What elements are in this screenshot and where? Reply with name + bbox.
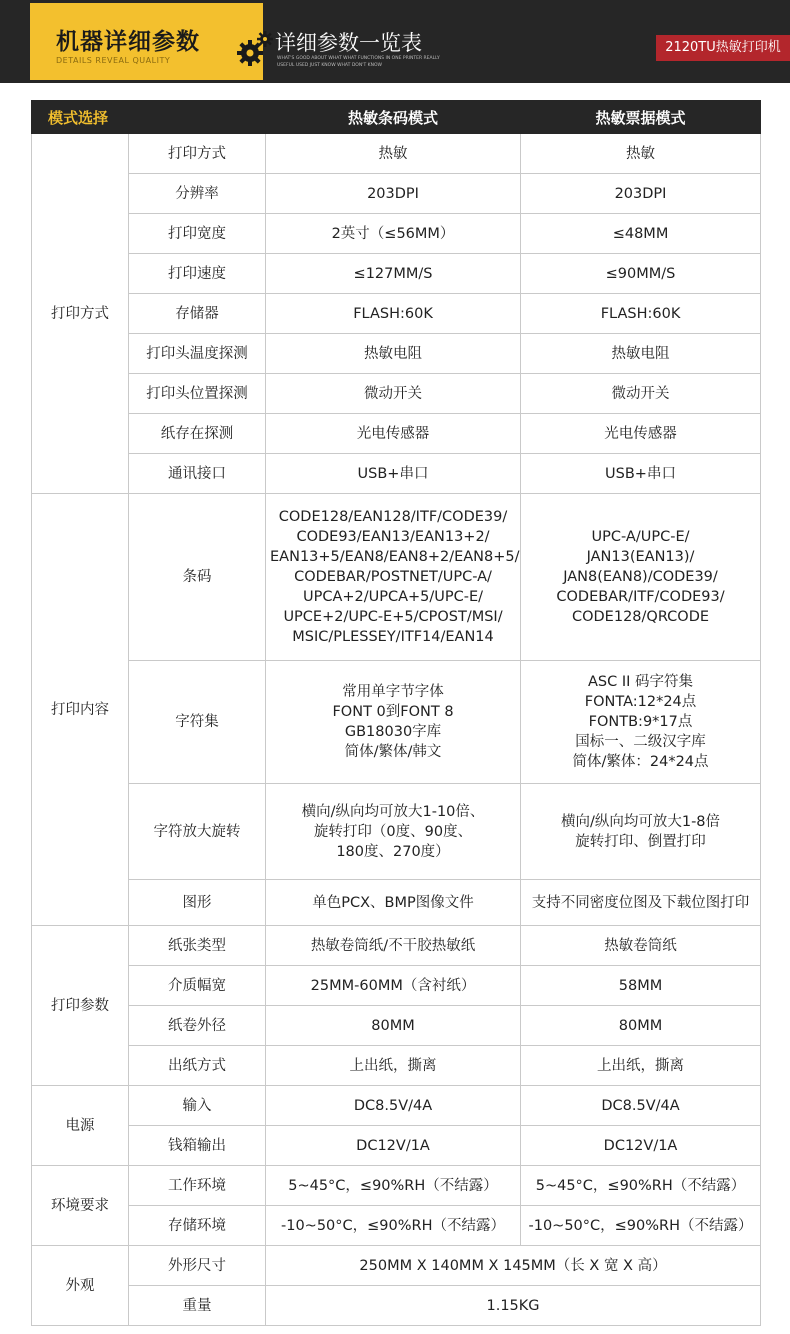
value-line: EAN13+5/EAN8/EAN8+2/EAN8+5/ <box>270 549 520 565</box>
section-subtitle: DETAILS REVEAL QUALITY <box>56 56 171 65</box>
receipt-value: 微动开关 <box>521 374 761 414</box>
row-label: 打印方式 <box>129 134 266 174</box>
table-row <box>32 294 761 334</box>
value-line: CODE128/QRCODE <box>571 609 710 625</box>
receipt-value: 支持不同密度位图及下载位图打印 <box>521 880 761 926</box>
value-line: 国标一、二级汉字库 <box>575 734 706 750</box>
row-label: 打印宽度 <box>129 214 266 254</box>
receipt-value: 203DPI <box>521 174 761 214</box>
row-label: 打印头温度探测 <box>129 334 266 374</box>
barcode-value: 微动开关 <box>266 374 521 414</box>
row-label: 存储环境 <box>129 1206 266 1246</box>
barcode-value: 80MM <box>266 1006 521 1046</box>
barcode-value: 热敏 <box>266 134 521 174</box>
table-row <box>32 1126 761 1166</box>
receipt-value <box>521 784 761 880</box>
table-row <box>32 784 761 880</box>
row-label: 条码 <box>129 494 266 661</box>
receipt-value <box>521 661 761 784</box>
category-print-content: 打印内容 <box>32 494 129 926</box>
row-label: 外形尺寸 <box>129 1246 266 1286</box>
receipt-value: 光电传感器 <box>521 414 761 454</box>
value-line: GB18030字库 <box>344 724 442 740</box>
receipt-value: USB+串口 <box>521 454 761 494</box>
table-row <box>32 1046 761 1086</box>
value-line: 旋转打印、倒置打印 <box>575 833 706 850</box>
value-line: UPCA+2/UPCA+5/UPC-E/ <box>302 589 484 605</box>
receipt-value: 热敏电阻 <box>521 334 761 374</box>
row-label: 打印速度 <box>129 254 266 294</box>
table-row <box>32 454 761 494</box>
table-row <box>32 254 761 294</box>
receipt-value: ≤90MM/S <box>521 254 761 294</box>
shared-value: 1.15KG <box>266 1286 761 1326</box>
receipt-value: -10~50°C，≤90%RH（不结露） <box>521 1206 761 1246</box>
category-power: 电源 <box>32 1086 129 1166</box>
barcode-value: DC12V/1A <box>266 1126 521 1166</box>
barcode-value: 2英寸（≤56MM） <box>266 214 521 254</box>
receipt-value: 80MM <box>521 1006 761 1046</box>
row-label: 重量 <box>129 1286 266 1326</box>
barcode-value: 热敏电阻 <box>266 334 521 374</box>
row-label: 字符集 <box>129 661 266 784</box>
value-line: 简体/繁体/韩文 <box>344 744 442 760</box>
value-line: 旋转打印（0度、90度、 <box>313 823 473 840</box>
row-label: 纸张类型 <box>129 926 266 966</box>
row-label: 存储器 <box>129 294 266 334</box>
value-line: UPC-A/UPC-E/ <box>591 529 690 545</box>
value-line: MSIC/PLESSEY/ITF14/EAN14 <box>292 629 494 645</box>
barcode-value: 热敏卷筒纸/不干胶热敏纸 <box>266 926 521 966</box>
value-line: FONTB:9*17点 <box>588 714 693 730</box>
table-row <box>32 966 761 1006</box>
table-row <box>32 1206 761 1246</box>
table-row <box>32 926 761 966</box>
category-appearance: 外观 <box>32 1246 129 1326</box>
receipt-value: 58MM <box>521 966 761 1006</box>
receipt-value: 上出纸，撕离 <box>521 1046 761 1086</box>
value-line: 横向/纵向均可放大1-10倍、 <box>301 803 485 820</box>
row-label: 工作环境 <box>129 1166 266 1206</box>
table-row <box>32 1246 761 1286</box>
row-label: 字符放大旋转 <box>129 784 266 880</box>
barcode-value <box>266 784 521 880</box>
barcode-value: 203DPI <box>266 174 521 214</box>
barcode-mode-header: 热敏条码模式 <box>266 101 521 134</box>
receipt-mode-header: 热敏票据模式 <box>521 101 761 134</box>
table-row <box>32 494 761 661</box>
receipt-value <box>521 494 761 661</box>
receipt-value: DC12V/1A <box>521 1126 761 1166</box>
table-row <box>32 374 761 414</box>
value-line: 简体/繁体：24*24点 <box>572 754 709 770</box>
barcode-value: 5~45°C，≤90%RH（不结露） <box>266 1166 521 1206</box>
table-row <box>32 880 761 926</box>
value-line: FONT 0到FONT 8 <box>332 704 454 720</box>
row-label: 输入 <box>129 1086 266 1126</box>
barcode-value: 25MM-60MM（含衬纸） <box>266 966 521 1006</box>
value-line: ASC II 码字符集 <box>588 674 694 690</box>
receipt-value: 热敏卷筒纸 <box>521 926 761 966</box>
section-title: 机器详细参数 <box>56 29 200 55</box>
mode-select-header: 模式选择 <box>32 101 266 134</box>
value-line: CODE93/EAN13/EAN13+2/ <box>296 529 490 545</box>
value-line: 常用单字节字体 <box>342 684 444 700</box>
value-line: FONTA:12*24点 <box>584 694 697 710</box>
barcode-value: ≤127MM/S <box>266 254 521 294</box>
value-line: 横向/纵向均可放大1-8倍 <box>560 813 721 830</box>
row-label: 分辨率 <box>129 174 266 214</box>
barcode-value: DC8.5V/4A <box>266 1086 521 1126</box>
value-line: JAN8(EAN8)/CODE39/ <box>563 569 718 585</box>
value-line: CODEBAR/POSTNET/UPC-A/ <box>294 569 492 585</box>
model-badge: 2120TU热敏打印机 <box>656 35 790 61</box>
barcode-value: 光电传感器 <box>266 414 521 454</box>
row-label: 打印头位置探测 <box>129 374 266 414</box>
value-line: CODEBAR/ITF/CODE93/ <box>556 589 725 605</box>
value-line: CODE128/EAN128/ITF/CODE39/ <box>278 509 508 525</box>
barcode-value <box>266 661 521 784</box>
receipt-value: DC8.5V/4A <box>521 1086 761 1126</box>
table-overview-subtitle: WHAT'S GOOD ABOUT WHAT WHAT FUNCTIONS IN ONE PRINTER REALLY USEFUL USED JUST KNOW WHAT DON'T KNOW <box>277 56 440 68</box>
barcode-value: 单色PCX、BMP图像文件 <box>266 880 521 926</box>
table-row <box>32 414 761 454</box>
barcode-value <box>266 494 521 661</box>
value-line: UPCE+2/UPC-E+5/CPOST/MSI/ <box>283 609 503 625</box>
receipt-value: 热敏 <box>521 134 761 174</box>
table-row <box>32 661 761 784</box>
row-label: 钱箱输出 <box>129 1126 266 1166</box>
table-row <box>32 134 761 174</box>
barcode-value: -10~50°C，≤90%RH（不结露） <box>266 1206 521 1246</box>
row-label: 纸存在探测 <box>129 414 266 454</box>
value-line: JAN13(EAN13)/ <box>586 549 695 565</box>
table-header-row <box>32 101 761 134</box>
table-row <box>32 1286 761 1326</box>
section-title-box <box>30 3 263 80</box>
table-overview-title: 详细参数一览表 <box>275 31 422 55</box>
row-label: 纸卷外径 <box>129 1006 266 1046</box>
table-row <box>32 1006 761 1046</box>
category-print-method: 打印方式 <box>32 134 129 494</box>
barcode-value: USB+串口 <box>266 454 521 494</box>
table-row <box>32 334 761 374</box>
receipt-value: ≤48MM <box>521 214 761 254</box>
row-label: 介质幅宽 <box>129 966 266 1006</box>
row-label: 出纸方式 <box>129 1046 266 1086</box>
category-print-params: 打印参数 <box>32 926 129 1086</box>
gear-icon <box>235 29 275 69</box>
receipt-value: FLASH:60K <box>521 294 761 334</box>
row-label: 图形 <box>129 880 266 926</box>
barcode-value: 上出纸，撕离 <box>266 1046 521 1086</box>
shared-value: 250MM X 140MM X 145MM（长 X 宽 X 高） <box>266 1246 761 1286</box>
table-row <box>32 214 761 254</box>
spec-table <box>31 100 761 1326</box>
category-environment: 环境要求 <box>32 1166 129 1246</box>
table-row <box>32 1166 761 1206</box>
value-line: 180度、270度） <box>336 843 450 860</box>
table-row <box>32 1086 761 1126</box>
header-banner <box>0 0 790 83</box>
row-label: 通讯接口 <box>129 454 266 494</box>
table-row <box>32 174 761 214</box>
receipt-value: 5~45°C，≤90%RH（不结露） <box>521 1166 761 1206</box>
barcode-value: FLASH:60K <box>266 294 521 334</box>
